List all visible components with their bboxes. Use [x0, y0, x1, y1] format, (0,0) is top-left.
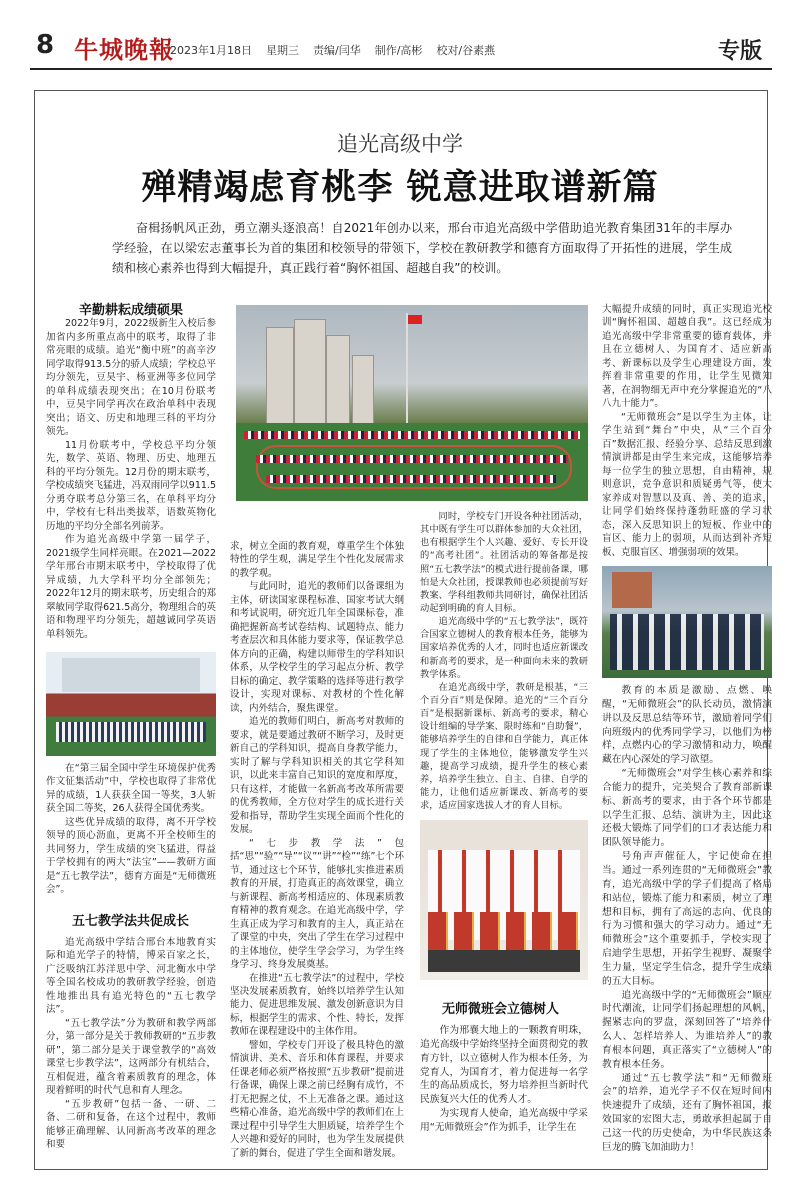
article-lead: 奋楫扬帆风正劲，勇立潮头逐浪高！自2021年创办以来，邢台市追光高级中学借助追光教育集团31年的丰厚办学经验，在以梁宏志董事长为首的集团和校领导的带领下，学校在教研教学和德育方面取得了开拓性的进展，学生成绩和核心素养也得到大幅提升，真正践行着“胸怀祖国、超越自我”的校训。 [112, 221, 732, 275]
photo-class-meeting [602, 566, 772, 678]
paragraph: 譬如，学校专门开设了极具特色的激情演讲、美术、音乐和体育课程，并要求任课老师必须严格按照“五步教研”提前进行备课，确保上课之前已经胸有成竹，不打无把握之仗，不上无准备之课。通过这些精心准备，追光高级中学的教师们在上课过程中引导学生大胆质疑，培养学生个人兴趣和爱好的同时，也为学生发展提供了新的舞台，促进了学生全面和谐发展。 [230, 1039, 404, 1159]
proofreader-credit: 校对/谷素燕 [436, 44, 496, 57]
paragraph: 为实现育人使命，追光高级中学采用“无师微班会”作为抓手，让学生在 [420, 1108, 588, 1133]
section-tag: 专版 [717, 39, 762, 64]
paragraph: 教育的本质是激励、点燃、唤醒，“无师微班会”的队长动员，激情演讲以及反思总结等环节，激励着同学们向班级内的优秀同学学习，以他们为榜样，点燃内心的学习激情和动力，唤醒藏在内心深处的学习欲望。 [602, 685, 772, 766]
paragraph: 作为邢襄大地上的一颗教育明珠，追光高级中学始终坚持全面贯彻党的教育方针，以立德树人作为根本任务，为党育人，为国育才，着力促进每一名学生的高品质成长，努力培养担当新时代民族复兴大任的优秀人才。 [420, 1025, 588, 1106]
section-heading: 五七教学法共促成长 [72, 914, 190, 929]
photo-crowd [244, 431, 580, 439]
column-3-bottom [420, 1024, 588, 1135]
photo-building [266, 327, 294, 425]
photo-building [612, 572, 652, 608]
photo-stage [62, 658, 200, 692]
paragraph: 2022年9月，2022级新生入校后参加省内多所重点高中的联考，取得了非常亮眼的成绩。追光“衡中班”的高辛汐同学取得913.5分的骄人成绩；学校总平均分领先，豆昊宇、杨亚洲等多位同学的单科成绩表现突出；在10月份联考中，豆昊宇同学再次在政治单科中表现突出；语文、历史和地理三科的平均分领先。 [46, 318, 216, 438]
masthead [0, 0, 800, 70]
producer-credit: 制作/高彬 [374, 44, 423, 57]
photo-ceremony [46, 652, 216, 756]
paragraph: 求，树立全面的教育观，尊重学生个体独特性的学生观，满足学生个性化发展需求的教学观。 [230, 541, 404, 579]
paragraph: 同时，学校专门开设各种社团活动，其中既有学生可以群体参加的大众社团，也有根据学生个人兴趣、爱好、专长开设的“高考社团”。社团活动的筹备都是按照“五七教学法”的模式进行提前备课，哪怕是大众社团，授课教师也必须提前写好教案、学科组教师共同研讨，确保社团活动起到明确的育人目标。 [420, 511, 588, 614]
paragraph: 在“第三届全国中学生环境保护优秀作文征集活动”中，学校也取得了非常优异的成绩，1人获获全国一等奖，3人斩获全国二等奖，26人获得全国优秀奖。 [46, 763, 216, 815]
paragraph: 通过“五七教学法”和“无师微班会”的培养，追光学子不仅在短时间内快速提升了成绩，还有了胸怀祖国，报效国家的宏图大志，勇敢承担起属于自己这一代的历史使命，为中华民族这条巨龙的腾飞加油助力！ [602, 1072, 772, 1153]
paragraph: 与此同时，追光的教师们以备课组为主体，研读国家课程标准、国家考试大纲和考试说明，研究近几年全国课标卷，准确把握新高考试卷结构、试题特点、能力考查层次和具体能力要求等，保证教学总体方向的正确，构建以师带生的学科知识体系，从学校学生的学习起点分析、教学目标的确定、教学策略的选择等进行教学设计，实现对课标、对教材的个性化解读，内外结合，聚焦课堂。 [230, 581, 404, 714]
paragraph: “五七教学法”分为教研和教学两部分，第一部分是关于教师教研的“五步教研”，第二部分是关于课堂教学的“高效课堂七步教学法”，这两部分有机结合，互相促进，蕴含着素质教育的理念，体现着鲜明的时代气息和育人理念。 [46, 1017, 216, 1097]
paragraph: “五步教研”包括一备、一研、二备、二研和复备，在这个过程中，教师能够正确理解、认同新高考改革的理念和要 [46, 1098, 216, 1151]
issue-date: 2023年1月18日 [170, 44, 252, 57]
issue-weekday: 星期三 [266, 44, 299, 57]
photo-crowd [266, 475, 556, 483]
paragraph: 追光高级中学的“五七教学法”，既符合国家立德树人的教育根本任务，能够为国家培养优秀的人才，同时也适应新课改和新高考的要求，是一种面向未来的教研教学体系。 [420, 616, 588, 680]
newspaper-logo: 牛城晚報 [74, 35, 174, 64]
paragraph: 追光高级中学结合邢台本地教育实际和追光学子的特情，博采百家之长，广泛吸纳江苏洋思中学、河北衡水中学等全国名校成功的教研教学经验，创造性地推出具有追光特色的“五七教学法”。 [46, 937, 216, 1016]
masthead-rule [30, 68, 772, 70]
paragraph: 作为追光高级中学第一届学子，2021级学生同样亮眼。在2021—2022学年邢台市期末联考中，学校取得了优异成绩，九大学科平均分全部领先；2022年12月的期末联考，历史组合的郑翠敏同学取得621.5高分，物理组合的英语和物理平均分领先，超越诚同学英语单科领先。 [46, 534, 216, 640]
paragraph: 在推进“五七教学法”的过程中，学校坚决发展素质教育，始终以培养学生认知能力、促进思维发展、激发创新意识为目标，根据学生的需求、个性、特长，发挥教师在课程建设中的主体作用。 [230, 972, 404, 1038]
photo-crowd [256, 455, 568, 463]
photo-building [326, 335, 350, 425]
paragraph: 追光的教师们明白，新高考对教师的要求，就是要通过教研不断学习，及时更新自己的学科知识，提高自身教学能力，实时了解与学科知识相关的其它学科知识，以此来丰富自己知识的宽度和厚度，只有这样，才能做一名新高考改革所需要的优秀教师，全方位对学生的成长进行关爱和指导，帮助学生实现全面而个性化的发展。 [230, 716, 404, 836]
page-number: 8 [36, 30, 55, 60]
column-4 [602, 303, 772, 559]
column-4-bottom [602, 684, 772, 1155]
paragraph: 这些优异成绩的取得，离不开学校领导的顶心沥血，更离不开全校师生的共同努力，学生成绩的突飞猛进，得益于学校拥有的两大“法宝”——教研方面是“五七教学法”，德育方面是“无师微班会”。 [46, 816, 216, 896]
paragraph: 在追光高级中学，教研是根基，“三个百分百”则是保障。追光的“三个百分百”是根据新课标、新高考的要求，精心设计组编的导学案、限时练和“自助餐”，能够培养学生的自律和自学能力，真正体现了学生的主体地位，能够激发学生兴趣，提高学习成绩，提升学生的核心素养，培养学生独立、自主、自律、自学的能力，让他们适应新课改、新高考的要求，适应国家选拔人才的育人目标。 [420, 681, 588, 812]
paragraph: “无师微班会”对学生核心素养和综合能力的提升，完美契合了教育部新课标、新高考的要求，由于各个环节都是以学生汇报、总结、演讲为主，因此这还极大锻炼了同学们的口才表达能力和团队领导能力。 [602, 768, 772, 849]
photo-building [352, 355, 374, 425]
paragraph: 11月份联考中，学校总平均分领先，数学、英语、物理、历史、地理五科的平均分领先。12月份的期末联考，学校成绩突飞猛进，冯双雨同学以911.5分勇夺联考总分第三名，在单科平均分中，学校有七科出类拔萃，语数英物化历地的平均分全部名列前茅。 [46, 439, 216, 532]
photo-sports-field [236, 305, 588, 501]
photo-students-banners [420, 820, 588, 980]
paragraph: 追光高级中学的“无师微班会”顺应时代潮流，让同学们扬起理想的风帆，握紧志向的罗盘，深刻回答了“培养什么人、怎样培养人、为谁培养人”的教育根本问题，真正落实了“立德树人”的教育根本任务。 [602, 989, 772, 1070]
photo-floor [428, 950, 580, 972]
column-1 [46, 304, 216, 641]
column-2 [230, 540, 404, 1160]
photo-flag [408, 315, 422, 324]
section-heading: 无师微班会立德树人 [442, 1002, 560, 1017]
photo-building [294, 319, 326, 425]
photo-students [610, 614, 764, 670]
issue-meta [170, 42, 495, 58]
column-1-continued [46, 762, 216, 897]
section-heading: 辛勤耕耘成绩硕果 [78, 303, 183, 318]
paragraph: “无师微班会”是以学生为主体，让学生站到“舞台”中央，从“三个百分百”数据汇报、经验分享、总结反思到激情演讲都是由学生来完成，这能够培养每一位学生的独立思想，自由精神，规则意识，竞争意识和质疑勇气等，使大家养成对智慧以及真、善、美的追求，让同学们始终保持蓬勃旺盛的学习状态，深入反思知识上的短板、作业中的盲区、能力上的弱项，从而达到补齐短板、克服盲区、增强弱项的效果。 [602, 411, 772, 558]
article-kicker: 追光高级中学 [337, 132, 463, 156]
photo-banners [428, 912, 580, 950]
column-1-bottom [46, 936, 216, 1152]
editor-credit: 责编/闫华 [313, 44, 361, 57]
paragraph: 号角声声催征人，宇记使命在担当。通过一系列连贯的“无师微班会”教育，追光高级中学的学子们提高了格局和站位，锻炼了能力和素质，树立了理想和目标，拥有了高远的志向、优良的行为习惯和强大的学习动力。通过“无师微班会”这个重要抓手，学校实现了启迪学生思想，开拓学生视野、凝聚学生力量，坚定学生信念，提升学生成绩的五大目标。 [602, 851, 772, 987]
column-3-top [420, 510, 588, 812]
photo-students [56, 722, 206, 742]
article-headline: 殚精竭虑育桃李 锐意进取谱新篇 [141, 168, 659, 208]
paragraph: 大幅提升成绩的同时，真正实现追光校训“胸怀祖国、超越自我”。这已经成为追光高级中学非常重要的德育载体，并且在立德树人、为国育才、适应新高考、新课标以及学生心理建设方面，发挥着非常重要的作用，让学生见微知著，在润物细无声中充分掌握追光的“八八九十能力”。 [602, 304, 772, 410]
paragraph: “七步教学法”包括“思”“验”“导”“议”“讲”“检”“练”七个环节，通过这七个环节，能够扎实推进素质教育的开展，打造真正的高效课堂，确立与新课程、新高考相适应的、体现素质教育精神的教育观念。在追光高级中学，学生真正成为学习和教育的主人，真正站在了课堂的中央，突出了学生在学习过程中的主体地位，使学生学会学习，为学生终身学习、终身发展奠基。 [230, 837, 404, 971]
